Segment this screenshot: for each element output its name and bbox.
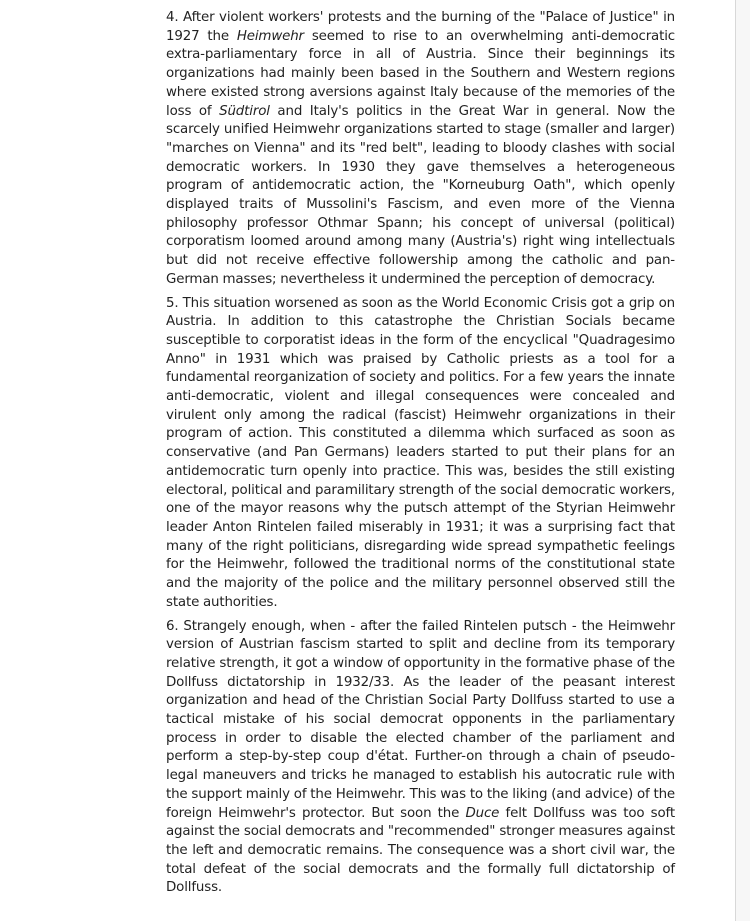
paragraph-4	[166, 9, 675, 290]
text-segment: 5. This situation worsened as soon as the World Economic Crisis got a grip on Austria. In addition to this catastrophe the Christian Socials became susceptible to corporatist ideas in the form of the encyclical "Quadragesimo Anno" in 1931 which was praised by Catholic priests as a tool for a fundamental reorganization of society and politics. For a few years the innate anti-democratic, violent and illegal consequences were concealed and virulent only among the radical (fascist) Heimwehr organizations in their program of action. This constituted a dilemma which surfaced as soon as conservative (and Pan Germans) leaders started to put their plans for an antidemocratic turn openly into practice. This was, besides the still existing electoral, political and paramilitary strength of the social democratic workers, one of the mayor reasons why the putsch attempt of the Styrian Heimwehr leader Anton Rintelen failed miserably in 1931; it was a surprising fact that many of the right politicians, disregarding wide spread sympathetic feelings for the Heimwehr, followed the traditional norms of the constitutional state and the majority of the police and the military personnel observed still the state authorities.	[166, 295, 675, 610]
paragraph-5	[166, 295, 675, 613]
paragraph-6	[166, 618, 675, 899]
text-segment: 6. Strangely enough, when - after the failed Rintelen putsch - the Heimwehr version of Austrian fascism started to split and decline from its temporary relative strength, it got a window of opportunity in the formative phase of the Dollfuss dictatorship in 1932/33. As the leader of the peasant interest organization and head of the Christian Social Party Dollfuss started to use a tactical mistake of his social democrat opponents in the parliamentary process in order to disable the elected chamber of the parliament and perform a step-by-step coup d'état. Further-on through a chain of pseudo-legal maneuvers and tricks he managed to establish his autocratic rule with the support mainly of the Heimwehr. This was to the liking (and advice) of the foreign Heimwehr's protector. But soon the	[166, 618, 675, 821]
italic-term: Südtirol	[219, 103, 270, 119]
text-segment: seemed to rise to an overwhelming anti-democratic extra-parliamentary force in all of Austria. Since their beginnings its organizations had mainly been based in the Southern and Western regions where existed strong aversions against Italy because of the memories of the loss of	[166, 28, 675, 119]
italic-term: Duce	[465, 805, 500, 821]
italic-term: Heimwehr	[236, 28, 304, 44]
text-segment: and Italy's politics in the Great War in general. Now the scarcely unified Heimwehr organizations started to stage (smaller and larger) "marches on Vienna" and its "red belt", leading to bloody clashes with social democratic workers. In 1930 they gave themselves a heterogeneous program of antidemocratic action, the "Korneuburg Oath", which openly displayed traits of Mussolini's Fascism, and even more of the Vienna philosophy professor Othmar Spann; his concept of universal (political) corporatism loomed around among many (Austria's) right wing intellectuals but did not receive effective followership among the catholic and pan-German masses; nevertheless it undermined the perception of democracy.	[166, 103, 675, 287]
document-body	[166, 9, 675, 898]
text-segment: felt Dollfuss was too soft against the social democrats and "recommended" stronger measures against the left and democratic remains. The consequence was a short civil war, the total defeat of the social democrats and the formally full dictatorship of Dollfuss.	[166, 805, 675, 896]
viewer-gutter	[736, 0, 750, 921]
text-segment: 4. After violent workers' protests and the burning of the "Palace of Justice" in 1927 the	[166, 10, 675, 44]
